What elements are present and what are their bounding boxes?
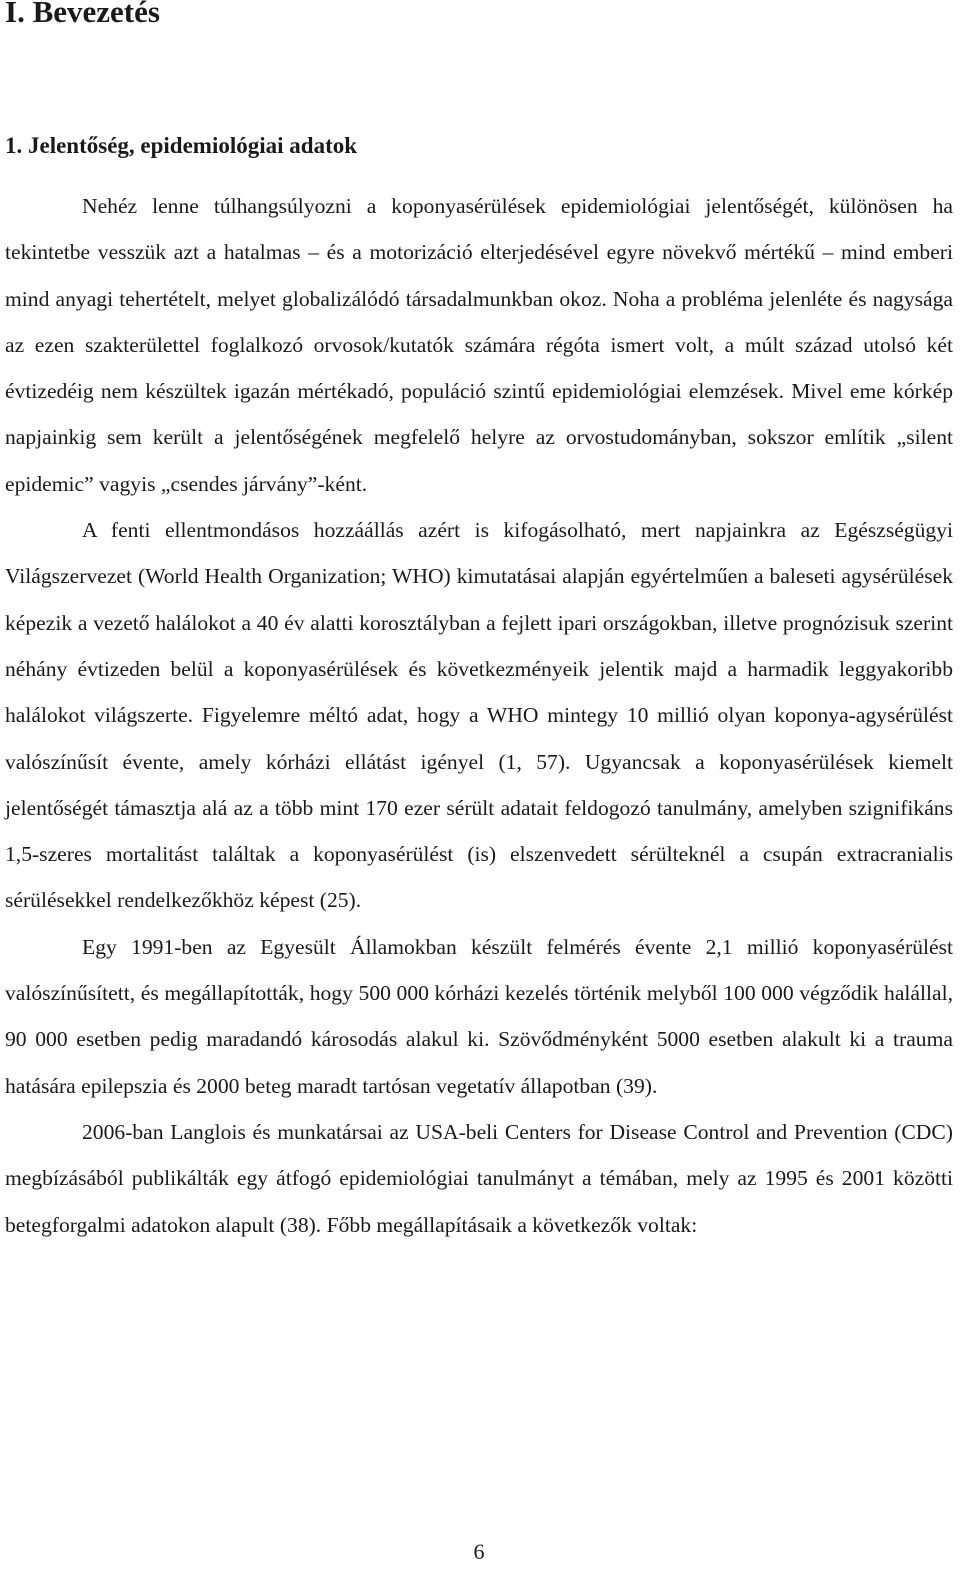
body-text	[5, 183, 953, 1248]
page-number: 6	[473, 1539, 485, 1564]
section-title: 1. Jelentőség, epidemiológiai adatok	[5, 133, 358, 158]
paragraph-4: 2006-ban Langlois és munkatársai az USA-beli Centers for Disease Control and Prevention (CDC) megbízásából publikálták egy átfogó epidemiológiai tanulmányt a témában, mely az 1995 és 2001 közötti betegforgalmi adatokon alapult (38). Főbb megállapításaik a következők voltak:	[5, 1119, 953, 1237]
paragraph-1: Nehéz lenne túlhangsúlyozni a koponyasérülések epidemiológiai jelentőségét, különösen ha tekintetbe vesszük azt a hatalmas – és a motorizáció elterjedésével egyre növekvő mértékű – mind emberi mind anyagi tehertételt, melyet globalizálódó társadalmunkban okoz. Noha a probléma jelenléte és nagysága az ezen szakterülettel foglalkozó orvosok/kutatók számára régóta ismert volt, a múlt század utolsó két évtizedéig nem készültek igazán mértékadó, populáció szintű epidemiológiai elemzések. Mivel eme kórkép napjainkig sem került a jelentőségének megfelelő helyre az orvostudományban, sokszor említik „silent epidemic” vagyis „csendes járvány”-ként.	[5, 194, 953, 496]
paragraph-3: Egy 1991-ben az Egyesült Államokban készült felmérés évente 2,1 millió koponyasérülést valószínűsített, és megállapították, hogy 500 000 kórházi kezelés történik melyből 100 000 végződik halállal, 90 000 esetben pedig maradandó károsodás alakul ki. Szövődményként 5000 esetben alakult ki a trauma hatására epilepszia és 2000 beteg maradt tartósan vegetatív állapotban (39).	[5, 934, 953, 1098]
paragraph-2: A fenti ellentmondásos hozzáállás azért is kifogásolható, mert napjainkra az Egészségügyi Világszervezet (World Health Organization; WHO) kimutatásai alapján egyértelműen a baleseti agysérülések képezik a vezető halálokot a 40 év alatti korosztályban a fejlett ipari országokban, illetve prognózisuk szerint néhány évtizeden belül a koponyasérülések és következményeik jelentik majd a harmadik leggyakoribb halálokot világszerte. Figyelemre méltó adat, hogy a WHO mintegy 10 millió olyan koponya-agysérülést valószínűsít évente, amely kórházi ellátást igényel (1, 57). Ugyancsak a koponyasérülések kiemelt jelentőségét támasztja alá az a több mint 170 ezer sérült adatait feldogozó tanulmány, amelyben szignifikáns 1,5-szeres mortalitást találtak a koponyasérülést (is) elszenvedett sérülteknél a csupán extracranialis sérülésekkel rendelkezőkhöz képest (25).	[5, 518, 953, 913]
chapter-title: I. Bevezetés	[5, 0, 160, 29]
